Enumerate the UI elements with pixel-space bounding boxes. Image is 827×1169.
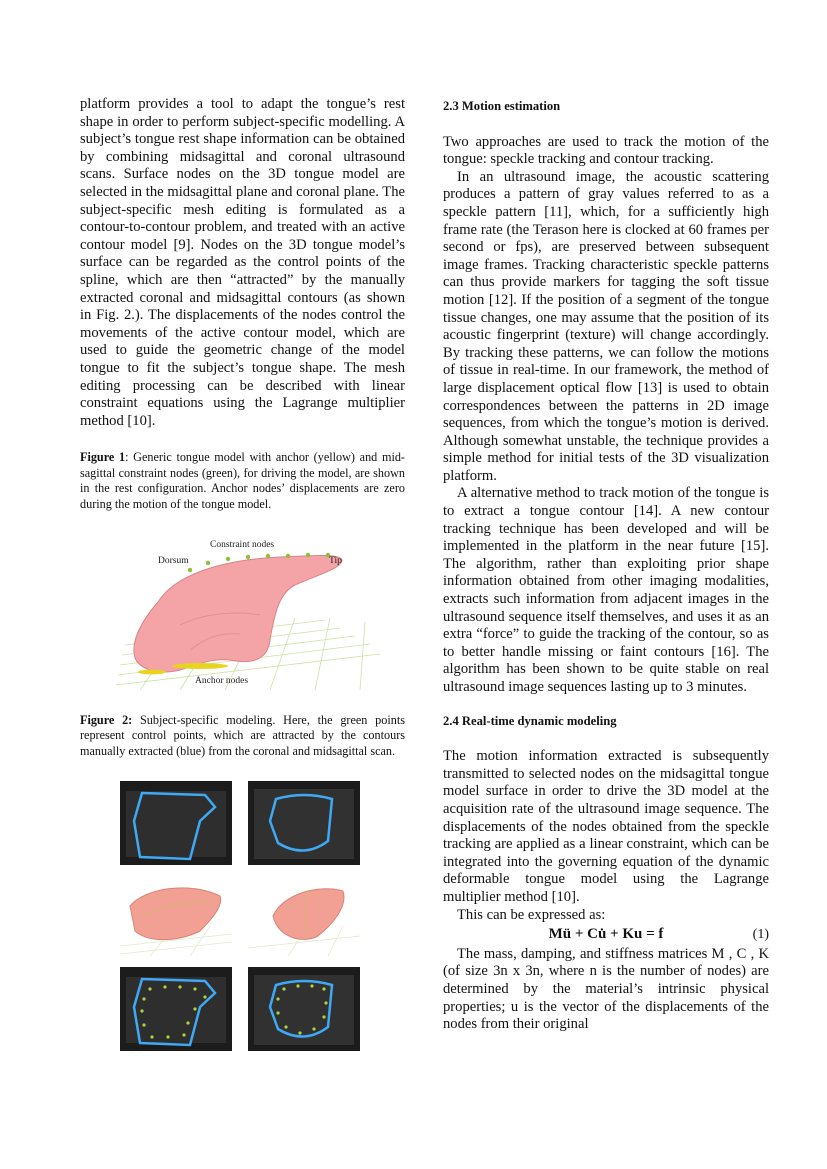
midsagittal-control-points <box>248 967 360 1051</box>
figure1-caption <box>80 450 405 512</box>
tip-label: Tip <box>329 555 342 566</box>
equation-1 <box>443 926 769 944</box>
equation-text: Mü + Cu̇ + Ku = f <box>548 926 664 943</box>
right-column <box>443 96 769 1034</box>
figure2-caption <box>80 713 405 759</box>
dorsum-label: Dorsum <box>158 555 189 566</box>
tongue-mesh-midsagittal-fit <box>248 876 360 956</box>
figure2-label: Figure 2: <box>80 712 133 727</box>
section-2-3-p1: Two approaches are used to track the motion of the tongue: speckle tracking and contour tracking. <box>443 133 769 168</box>
figure2-panels <box>120 781 360 1051</box>
tongue-mesh <box>134 555 342 671</box>
figure1-tongue-model <box>80 530 405 695</box>
section-2-4-p3: The mass, damping, and stiffness matrices M , C , K (of size 3n x 3n, where n is the number of nodes) are determined by the material’s intrinsic physical properties; u is the vector of the displacements of the nodes from their original <box>443 945 769 1033</box>
constraint-nodes-label: Constraint nodes <box>210 539 275 550</box>
figure1-caption-text: : Generic tongue model with anchor (yellow) and mid-sagittal constraint nodes (green), for driving the model, are shown in the rest configuration. Anchor nodes’ displacements are zero during the motion of the tongue model. <box>80 450 405 511</box>
section-2-3-p3: A alternative method to track motion of the tongue is to extract a tongue contour [14]. A new contour tracking technique has been developed and will be implemented in the platform in the near future [15]. The algorithm, rather than exploiting prior shape information obtained from other imaging modalities, extracts such information from adjacent images in the ultrasound sequence itself themselves, and uses it as an extra “force” to guide the tracking of the contour, so as to better handle missing or faint contours [16]. The algorithm has been shown to be quite stable on real ultrasound image sequences lasting up to 3 minutes. <box>443 485 769 695</box>
midsagittal-ultrasound-contour <box>248 781 360 865</box>
section-2-4-p1: The motion information extracted is subsequently transmitted to selected nodes on the midsagittal tongue model surface in order to drive the 3D model at the acquisition rate of the ultrasound image sequence. The displacements of the nodes obtained from the speckle tracking are applied as a linear constraint, which can be integrated into the governing equation of the dynamic deformable tongue model using the Lagrange multiplier method [10]. <box>443 748 769 905</box>
figure2-caption-text: Subject-specific modeling. Here, the green points represent control points, which are attracted by the contours manually extracted (blue) from the coronal and midsagittal scan. <box>80 712 405 758</box>
section-2-3-heading: 2.3 Motion estimation <box>443 99 561 113</box>
intro-paragraph: platform provides a tool to adapt the tongue’s rest shape in order to perform subject-specific modelling. A subject’s tongue rest shape information can be obtained by combining midsagittal and coronal ultrasound scans. Surface nodes on the 3D tongue model are selected in the midsagittal plane and coronal plane. The subject-specific mesh editing is formulated as a contour-to-contour problem, and treated with an active contour model [9]. Nodes on the 3D tongue model’s surface can be regarded as the control points of the spline, which are then “attracted” by the manually extracted coronal and midsagittal contours (as shown in Fig. 2.). The displacements of the nodes control the movements of the active contour model, which are used to guide the geometric change of the model tongue to fit the subject’s tongue shape. The mesh editing processing can be described with linear constraint equations using the Lagrange multiplier method [10]. <box>80 96 405 429</box>
coronal-ultrasound-contour <box>120 781 232 865</box>
section-2-4-heading: 2.4 Real-time dynamic modeling <box>443 713 617 728</box>
section-2-3-p2: In an ultrasound image, the acoustic scattering produces a pattern of gray values referred to as a speckle pattern [11], which, for a sufficiently high frame rate (the Terason here is clocked at 60 frames per second or fps), are preserved between subsequent image frames. Tracking characteristic speckle patterns can thus provide markers for tagging the soft tissue motion [12]. If the position of a segment of the tongue tissue changes, one may assume that the position of its acoustic fingerprint (texture) will change accordingly. By tracking these patterns, we can follow the motions of tissue in real-time. In our framework, the method of large displacement optical flow [13] is used to obtain correspondences between the patterns in 2D image sequences, from which the tongue’s motion is derived. Although somewhat unstable, the technique provides a simple method for initial tests of the 3D visualization platform. <box>443 168 769 484</box>
section-2-4-p2: This can be expressed as: <box>457 906 606 923</box>
equation-number: (1) <box>752 927 769 943</box>
left-column <box>80 96 405 1062</box>
anchor-nodes-label: Anchor nodes <box>195 675 249 686</box>
figure1-label: Figure 1 <box>80 450 126 465</box>
tongue-mesh-coronal-fit <box>120 876 232 956</box>
coronal-control-points <box>120 967 232 1051</box>
